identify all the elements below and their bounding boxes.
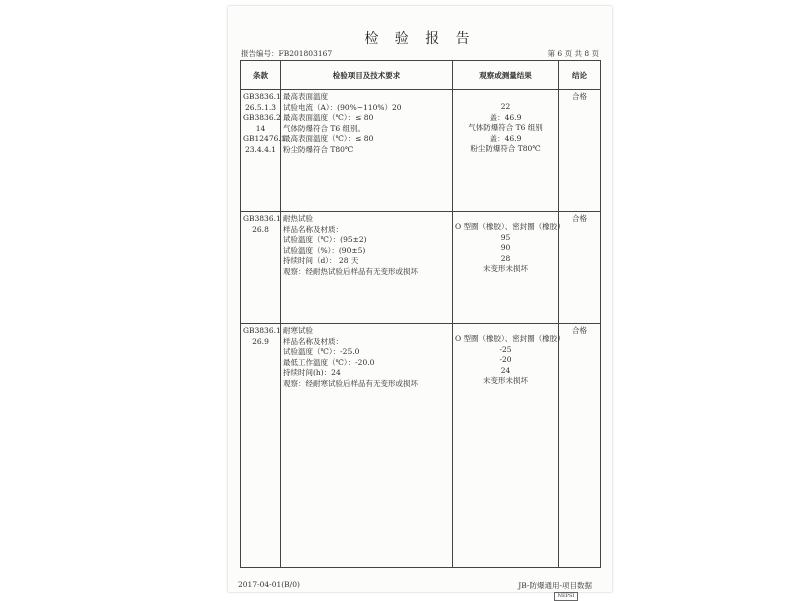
item-cell [281, 212, 453, 324]
result-line: 90 [500, 243, 511, 252]
item-line: 耐热试验 [283, 214, 313, 223]
item-cell [281, 324, 453, 568]
result-cell [453, 324, 565, 568]
item-line: 试验温度（%）：(90±5) [283, 245, 366, 255]
clause-cell [241, 324, 281, 568]
clause-line: 26.5.1.3 [244, 102, 276, 112]
result-line: O 型圈（橡胶）、密封圈（橡胶） [455, 334, 565, 343]
result-line: O 型圈（橡胶）、密封圈（橡胶） [455, 222, 565, 231]
conclusion-text: 合格 [572, 214, 587, 223]
result-line: -20 [499, 355, 512, 364]
clause-line: GB3836.1 [243, 92, 281, 101]
item-line: 最低工作温度（℃）：-20.0 [283, 357, 375, 367]
clause-line: 23.4.4.1 [244, 144, 276, 154]
conclusion-text: 合格 [572, 92, 587, 101]
footer-version: 2017-04-01(B/0) [238, 580, 300, 589]
header-conclusion: 结论 [559, 61, 601, 90]
item-cell [281, 90, 453, 212]
item-line: 样品名称及材质： [283, 336, 343, 346]
result-line: 盖：46.9 [489, 133, 522, 143]
clause-line: 14 [255, 123, 266, 133]
table-row [241, 324, 601, 568]
result-line: -25 [499, 344, 512, 354]
conclusion-text: 合格 [572, 326, 587, 335]
clause-line: GB12476.1 [243, 134, 286, 143]
result-line: 22 [500, 102, 511, 111]
clause-cell [241, 90, 286, 212]
table-row [241, 212, 601, 324]
result-cell [453, 90, 559, 212]
conclusion-cell [559, 90, 601, 212]
item-line: 观察：经耐热试验后样品有无变形或损坏 [283, 266, 418, 276]
item-line: 最高表面温度（℃）：≤ 80 [283, 113, 374, 122]
item-line: 试验温度（℃）：(95±2) [283, 235, 367, 244]
clause-line: 26.9 [252, 336, 269, 346]
result-line: 未变形未损坏 [483, 264, 528, 273]
result-line: 未变形未损坏 [483, 376, 528, 385]
item-line: 气体防爆符合 T6 组别。 [283, 123, 366, 133]
result-line: 盖：46.9 [489, 112, 522, 122]
clause-line: GB3836.1 [243, 326, 281, 335]
result-line: 气体防爆符合 T6 组别 [468, 123, 543, 132]
header-result: 观察或测量结果 [453, 61, 559, 90]
item-line: 耐寒试验 [283, 326, 313, 335]
result-line: 粉尘防爆符合 T80℃ [470, 144, 541, 153]
item-line: 观察：经耐寒试验后样品有无变形或损坏 [283, 378, 418, 388]
header-clause: 条款 [241, 61, 281, 90]
item-line: 试验温度（℃）：-25.0 [283, 347, 360, 356]
conclusion-cell [559, 324, 601, 568]
clause-line: GB3836.2 [243, 113, 281, 122]
result-cell [453, 212, 565, 324]
result-line: 24 [500, 365, 511, 375]
footer-template: JB-防爆通用-项目数据 [518, 581, 592, 590]
clause-line: GB3836.1 [243, 214, 281, 223]
clause-cell [241, 212, 281, 324]
clause-line: 26.8 [252, 224, 269, 234]
inspection-table [240, 60, 601, 568]
item-line: 样品名称及材质： [283, 224, 343, 234]
report-number: 报告编号：FB201803167 [241, 49, 333, 58]
item-line: 粉尘防爆符合 T80℃ [283, 144, 354, 154]
report-title: 检 验 报 告 [364, 31, 476, 47]
item-line: 最高表面温度（℃）：≤ 80 [283, 134, 374, 143]
report-sheet [228, 6, 612, 599]
item-line: 持续时间（d）： 28 天 [283, 256, 359, 265]
item-line: 持续时间(h)：24 [283, 368, 341, 377]
result-line: 28 [500, 253, 511, 263]
page-info: 第 6 页 共 8 页 [547, 49, 599, 58]
result-line: 95 [500, 232, 511, 242]
item-line: 最高表面温度 [283, 92, 328, 101]
header-item: 检验项目及技术要求 [281, 61, 453, 90]
table-header-row [241, 61, 601, 90]
table-row [241, 90, 601, 212]
item-line: 试验电流（A）：(90%~110%）20 [283, 102, 402, 112]
stamp-logo: NEPSI [554, 592, 578, 601]
